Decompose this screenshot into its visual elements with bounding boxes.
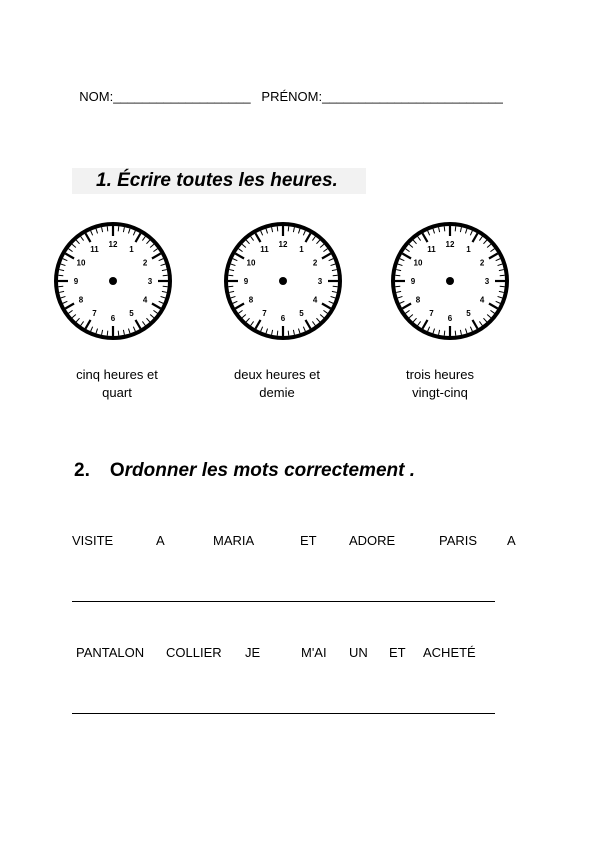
clock-number: 12 xyxy=(108,240,118,249)
word-card: ACHETÉ xyxy=(423,645,476,660)
word-card: COLLIER xyxy=(166,645,222,660)
clock-number: 9 xyxy=(73,277,79,286)
word-card: UN xyxy=(349,645,368,660)
clock-number: 5 xyxy=(129,309,134,319)
prenom-blank[interactable]: _________________________ xyxy=(322,89,503,104)
clock-2-caption-line2: demie xyxy=(259,385,295,400)
clock-number: 7 xyxy=(92,309,97,319)
prenom-label: PRÉNOM: xyxy=(261,89,323,104)
clock-face-icon xyxy=(390,221,510,341)
clock-number: 2 xyxy=(142,258,148,268)
clock-number: 10 xyxy=(246,258,256,268)
clock-number: 8 xyxy=(78,295,84,305)
clock-number: 12 xyxy=(278,240,288,249)
nom-label: NOM: xyxy=(79,89,114,104)
clock-3-caption-line2: vingt-cinq xyxy=(412,385,468,400)
clock-number: 3 xyxy=(484,277,490,286)
clock-3-caption-line1: trois heures xyxy=(406,367,474,382)
clock-1-caption-line2: quart xyxy=(102,385,132,400)
clock-1-caption xyxy=(57,366,177,402)
clock-number: 11 xyxy=(90,244,99,254)
answer-line-2[interactable] xyxy=(72,713,495,714)
clock-number: 10 xyxy=(413,258,423,268)
clock-number: 7 xyxy=(262,309,267,319)
clock-face-icon xyxy=(223,221,343,341)
clock-2-caption xyxy=(217,366,337,402)
clock-number: 12 xyxy=(445,240,455,249)
clock-2 xyxy=(223,221,343,341)
clock-number: 10 xyxy=(76,258,86,268)
clock-number: 2 xyxy=(312,258,318,268)
clock-number: 8 xyxy=(248,295,254,305)
word-card: JE xyxy=(245,645,261,660)
nom-blank[interactable]: ___________________ xyxy=(113,89,251,104)
word-card: PARIS xyxy=(439,533,478,548)
name-header xyxy=(72,74,503,104)
clock-number: 3 xyxy=(147,277,153,286)
clock-3 xyxy=(390,221,510,341)
clock-1-caption-line1: cinq heures et xyxy=(76,367,158,382)
clock-number: 3 xyxy=(317,277,323,286)
clock-number: 4 xyxy=(142,295,148,305)
clock-number: 6 xyxy=(110,314,116,323)
word-card: A xyxy=(156,533,165,548)
clock-number: 6 xyxy=(280,314,286,323)
word-card: M'AI xyxy=(301,645,327,660)
word-card: A xyxy=(507,533,516,548)
answer-line-1[interactable] xyxy=(72,601,495,602)
word-card: ET xyxy=(300,533,317,548)
clock-3-caption xyxy=(380,366,500,402)
clock-number: 4 xyxy=(312,295,318,305)
word-card: VISITE xyxy=(72,533,114,548)
section-2-title-first-letter: O xyxy=(109,460,125,481)
section-2-title-text: rdonner les mots correctement . xyxy=(124,460,416,481)
clock-1 xyxy=(53,221,173,341)
clock-number: 8 xyxy=(415,295,421,305)
clock-number: 2 xyxy=(479,258,485,268)
clock-face-icon xyxy=(53,221,173,341)
clock-number: 1 xyxy=(299,244,304,254)
clock-number: 5 xyxy=(299,309,304,319)
section-2-title xyxy=(74,460,415,482)
clock-number: 4 xyxy=(479,295,485,305)
section-1-title: 1. Écrire toutes les heures. xyxy=(72,168,366,194)
clock-2-caption-line1: deux heures et xyxy=(233,367,320,382)
clock-number: 9 xyxy=(410,277,416,286)
clock-number: 6 xyxy=(447,314,453,323)
word-card: ADORE xyxy=(349,533,396,548)
clock-number: 5 xyxy=(466,309,471,319)
word-card: MARIA xyxy=(213,533,255,548)
clock-number: 1 xyxy=(466,244,471,254)
word-card: PANTALON xyxy=(76,645,145,660)
clock-number: 11 xyxy=(427,244,436,254)
clock-number: 9 xyxy=(243,277,249,286)
section-2-number: 2. xyxy=(74,460,90,481)
clock-number: 7 xyxy=(429,309,434,319)
clock-number: 1 xyxy=(129,244,134,254)
clock-number: 11 xyxy=(260,244,269,254)
word-card: ET xyxy=(389,645,406,660)
